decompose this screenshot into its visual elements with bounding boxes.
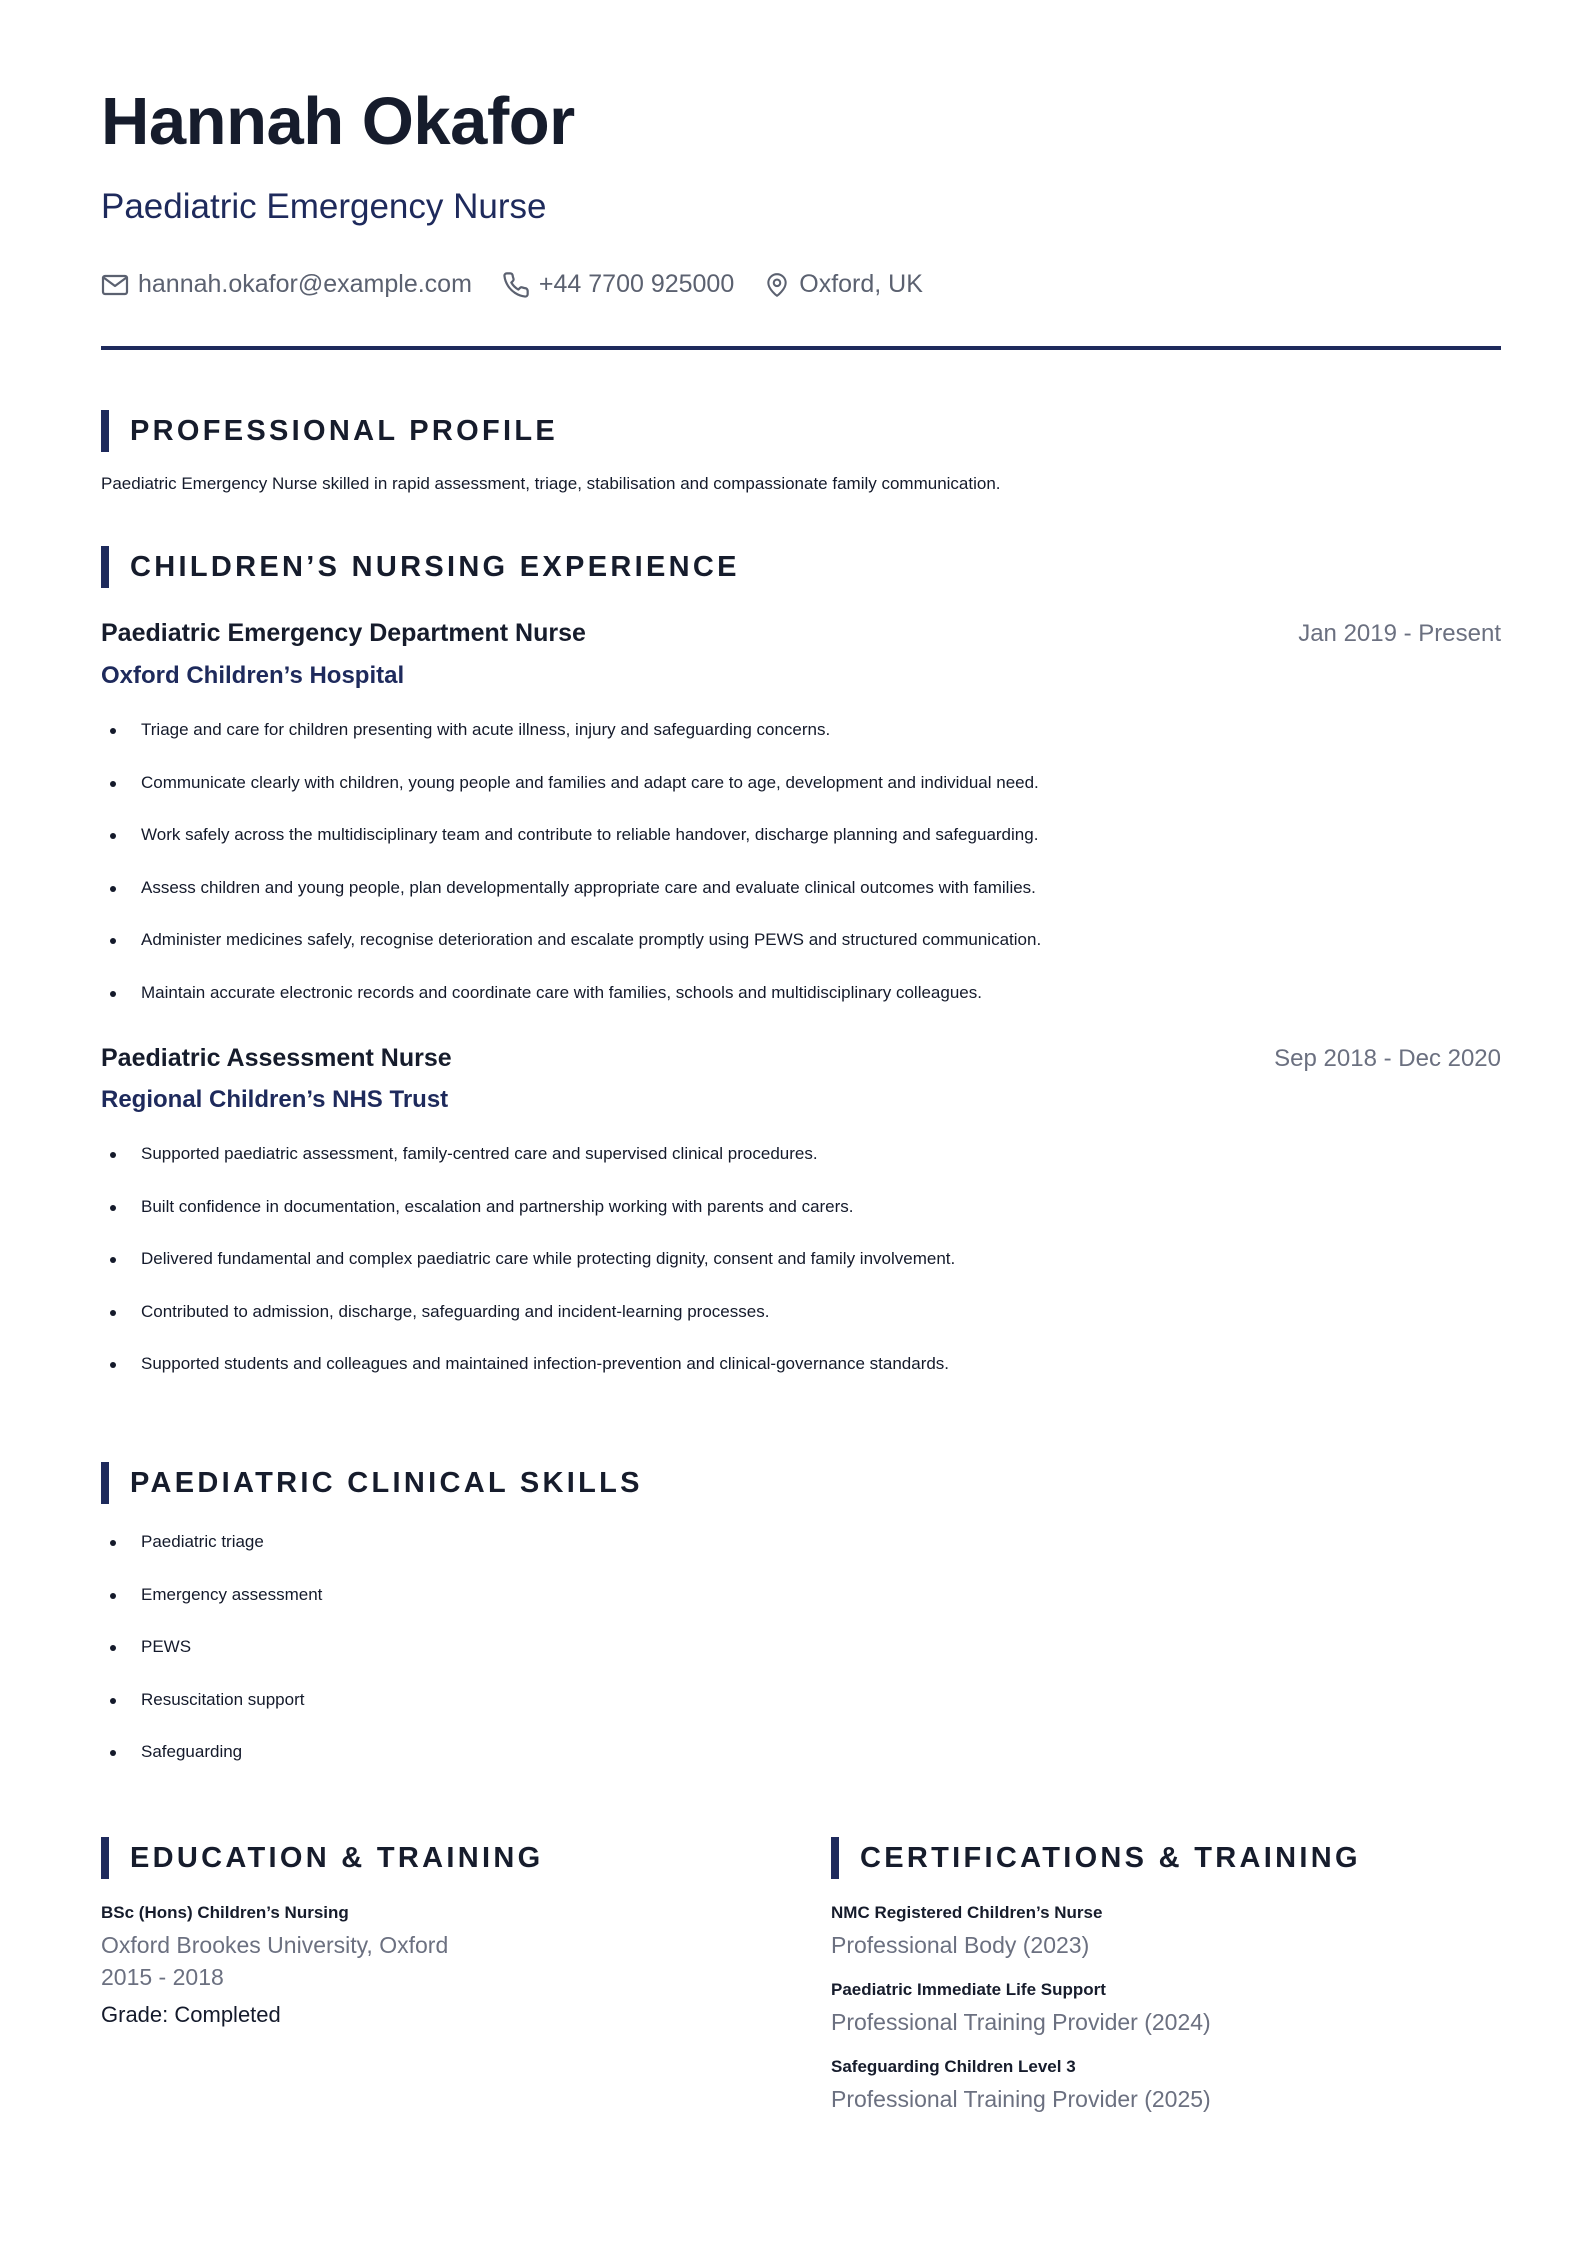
list-item: Supported paediatric assessment, family-centred care and supervised clinical procedures. bbox=[101, 1142, 955, 1195]
list-item: Built confidence in documentation, escalation and partnership working with parents and carers. bbox=[101, 1195, 955, 1248]
section-accent-bar bbox=[101, 410, 109, 452]
location-text: Oxford, UK bbox=[799, 270, 923, 298]
list-item: Paediatric triage bbox=[101, 1530, 322, 1583]
job-dates: Sep 2018 - Dec 2020 bbox=[1274, 1045, 1501, 1072]
list-item: Contributed to admission, discharge, safeguarding and incident-learning processes. bbox=[101, 1300, 955, 1353]
phone-text: +44 7700 925000 bbox=[538, 270, 735, 298]
list-item: Resuscitation support bbox=[101, 1688, 322, 1741]
job-dates: Jan 2019 - Present bbox=[1298, 620, 1501, 647]
certification-issuer: Professional Training Provider (2024) bbox=[831, 2009, 1211, 2035]
list-item: Delivered fundamental and complex paediatric care while protecting dignity, consent and family involvement. bbox=[101, 1247, 955, 1300]
header-divider bbox=[101, 346, 1501, 350]
certification-issuer: Professional Training Provider (2025) bbox=[831, 2086, 1211, 2112]
job-duties-list bbox=[101, 718, 1041, 1033]
education-grade: Grade: Completed bbox=[101, 2002, 281, 2027]
skills-section-header bbox=[101, 1462, 643, 1504]
contact-location bbox=[764, 270, 923, 299]
mail-icon bbox=[101, 273, 138, 297]
education-section-header bbox=[101, 1837, 543, 1879]
profile-summary: Paediatric Emergency Nurse skilled in rapid assessment, triage, stabilisation and compassionate family communication. bbox=[101, 474, 1001, 493]
certification-issuer: Professional Body (2023) bbox=[831, 1932, 1090, 1958]
section-title: EDUCATION & TRAINING bbox=[130, 1841, 544, 1874]
list-item: PEWS bbox=[101, 1635, 322, 1688]
job-organisation: Regional Children’s NHS Trust bbox=[101, 1086, 449, 1113]
profile-section-header bbox=[101, 410, 558, 452]
list-item: Emergency assessment bbox=[101, 1583, 322, 1636]
job-duties-list bbox=[101, 1142, 955, 1405]
list-item: Triage and care for children presenting with acute illness, injury and safeguarding concerns. bbox=[101, 718, 1041, 771]
section-accent-bar bbox=[831, 1837, 839, 1879]
phone-icon bbox=[502, 271, 539, 299]
job-title: Paediatric Emergency Department Nurse bbox=[101, 619, 586, 647]
section-title: PROFESSIONAL PROFILE bbox=[130, 414, 559, 447]
certifications-section-header bbox=[831, 1837, 1361, 1879]
email-text: hannah.okafor@example.com bbox=[138, 270, 472, 298]
list-item: Supported students and colleagues and maintained infection-prevention and clinical-governance standards. bbox=[101, 1352, 955, 1405]
degree-name: BSc (Hons) Children’s Nursing bbox=[101, 1903, 349, 1922]
map-pin-icon bbox=[764, 271, 799, 299]
section-title: PAEDIATRIC CLINICAL SKILLS bbox=[130, 1466, 643, 1499]
certification-name: NMC Registered Children’s Nurse bbox=[831, 1903, 1103, 1922]
list-item: Safeguarding bbox=[101, 1740, 322, 1793]
list-item: Work safely across the multidisciplinary team and contribute to reliable handover, discharge planning and safeguarding. bbox=[101, 823, 1041, 876]
section-accent-bar bbox=[101, 546, 109, 588]
institution-name: Oxford Brookes University, Oxford bbox=[101, 1932, 449, 1958]
section-title: CHILDREN’S NURSING EXPERIENCE bbox=[130, 550, 740, 583]
contact-phone[interactable] bbox=[502, 270, 734, 299]
list-item: Assess children and young people, plan developmentally appropriate care and evaluate clinical outcomes with families. bbox=[101, 876, 1041, 929]
candidate-name: Hannah Okafor bbox=[101, 84, 575, 159]
job-title-headline: Paediatric Emergency Nurse bbox=[101, 187, 547, 226]
education-years: 2015 - 2018 bbox=[101, 1964, 224, 1990]
job-title: Paediatric Assessment Nurse bbox=[101, 1044, 452, 1072]
list-item: Administer medicines safely, recognise deterioration and escalate promptly using PEWS and structured communication. bbox=[101, 928, 1041, 981]
certification-name: Paediatric Immediate Life Support bbox=[831, 1980, 1106, 1999]
list-item: Communicate clearly with children, young people and families and adapt care to age, development and individual need. bbox=[101, 771, 1041, 824]
contact-email[interactable] bbox=[101, 270, 472, 299]
certification-name: Safeguarding Children Level 3 bbox=[831, 2057, 1076, 2076]
list-item: Maintain accurate electronic records and coordinate care with families, schools and multidisciplinary colleagues. bbox=[101, 981, 1041, 1034]
section-accent-bar bbox=[101, 1462, 109, 1504]
experience-section-header bbox=[101, 546, 740, 588]
section-title: CERTIFICATIONS & TRAINING bbox=[860, 1841, 1361, 1874]
skills-list bbox=[101, 1530, 322, 1793]
job-organisation: Oxford Children’s Hospital bbox=[101, 662, 405, 689]
section-accent-bar bbox=[101, 1837, 109, 1879]
contact-bar bbox=[101, 270, 953, 299]
